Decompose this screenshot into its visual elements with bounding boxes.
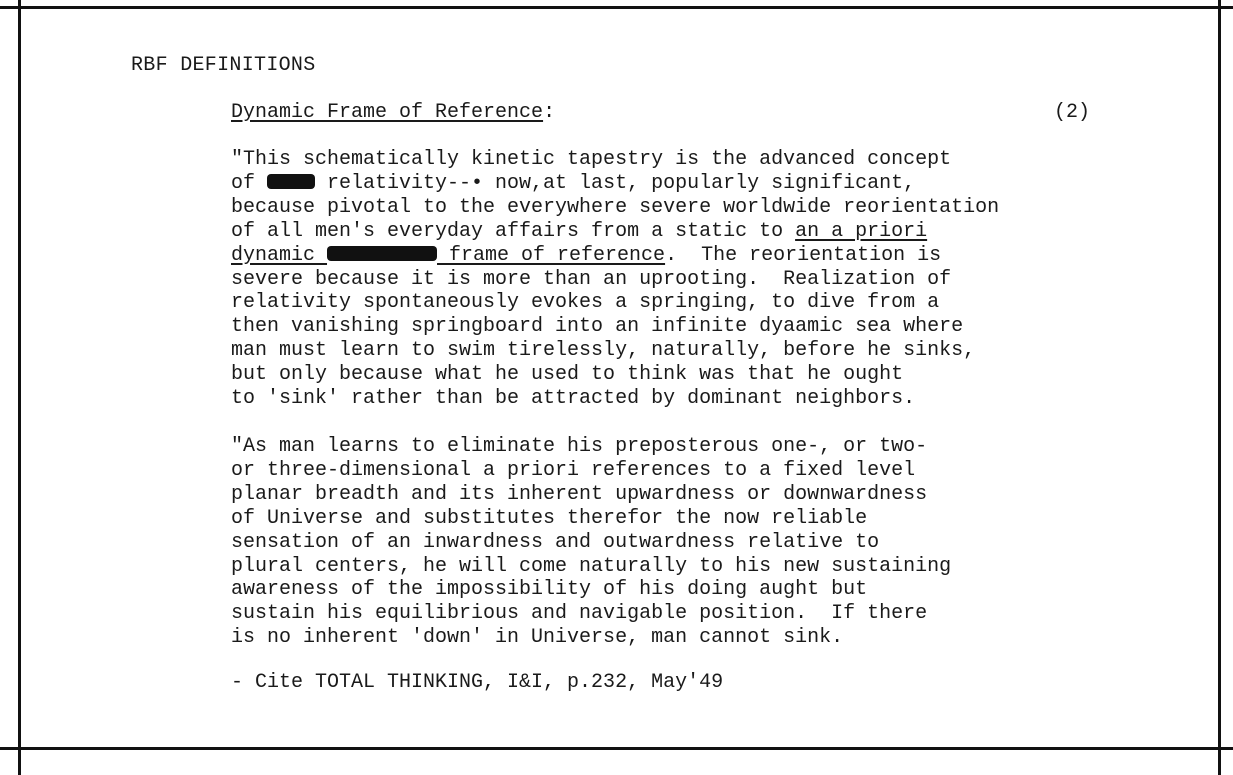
redaction-mark bbox=[267, 174, 315, 189]
underlined-phrase: dynamic bbox=[231, 243, 328, 267]
quote-paragraph-2 bbox=[231, 435, 951, 650]
text-line: plural centers, he will come naturally to his new sustaining bbox=[231, 554, 952, 578]
text-line: of all men's everyday affairs from a static to bbox=[231, 219, 796, 243]
text-line: or three-dimensional a priori references to a fixed level bbox=[231, 458, 916, 482]
section-title: RBF DEFINITIONS bbox=[131, 54, 316, 77]
top-border-rule bbox=[0, 6, 1233, 9]
right-border-rule bbox=[1218, 0, 1221, 775]
text-line: "As man learns to eliminate his preposterous one-, or two- bbox=[231, 435, 928, 458]
underlined-phrase: an a priori bbox=[795, 219, 928, 243]
redaction-mark bbox=[327, 246, 437, 261]
bottom-border-rule bbox=[0, 747, 1233, 750]
entry-title bbox=[231, 101, 555, 124]
text-line: is no inherent 'down' in Universe, man cannot sink. bbox=[231, 626, 844, 650]
text-line: awareness of the impossibility of his doing aught but bbox=[231, 578, 868, 602]
text-line: of Universe and substitutes therefor the now reliable bbox=[231, 506, 868, 530]
text-line: to 'sink' rather than be attracted by dominant neighbors. bbox=[231, 387, 916, 411]
text-line: sensation of an inwardness and outwardness relative to bbox=[231, 530, 880, 554]
citation: - Cite TOTAL THINKING, I&I, p.232, May'49 bbox=[231, 671, 724, 694]
text-line: then vanishing springboard into an infinite dyaamic sea where bbox=[231, 315, 964, 339]
text-line: . The reorientation is bbox=[665, 243, 942, 267]
text-line: because pivotal to the everywhere severe worldwide reorientation bbox=[231, 195, 1000, 219]
text-line: sustain his equilibrious and navigable position. If there bbox=[231, 602, 928, 626]
text-line: of bbox=[231, 171, 268, 195]
underlined-phrase: frame of reference bbox=[437, 243, 666, 267]
text-line: severe because it is more than an uprooting. Realization of bbox=[231, 267, 952, 291]
page-number: (2) bbox=[1054, 101, 1091, 124]
entry-title-text: Dynamic Frame of Reference bbox=[231, 101, 544, 124]
entry-title-suffix: : bbox=[543, 101, 556, 124]
text-line: "This schematically kinetic tapestry is the advanced concept bbox=[231, 148, 952, 171]
text-line: relativity spontaneously evokes a springing, to dive from a bbox=[231, 291, 940, 315]
quote-paragraph-1 bbox=[231, 148, 999, 411]
left-border-rule bbox=[18, 0, 21, 775]
text-line: planar breadth and its inherent upwardness or downwardness bbox=[231, 482, 928, 506]
text-line: man must learn to swim tirelessly, naturally, before he sinks, bbox=[231, 339, 976, 363]
text-line: relativity--• now,at last, popularly significant, bbox=[315, 171, 916, 195]
text-line: but only because what he used to think was that he ought bbox=[231, 363, 904, 387]
